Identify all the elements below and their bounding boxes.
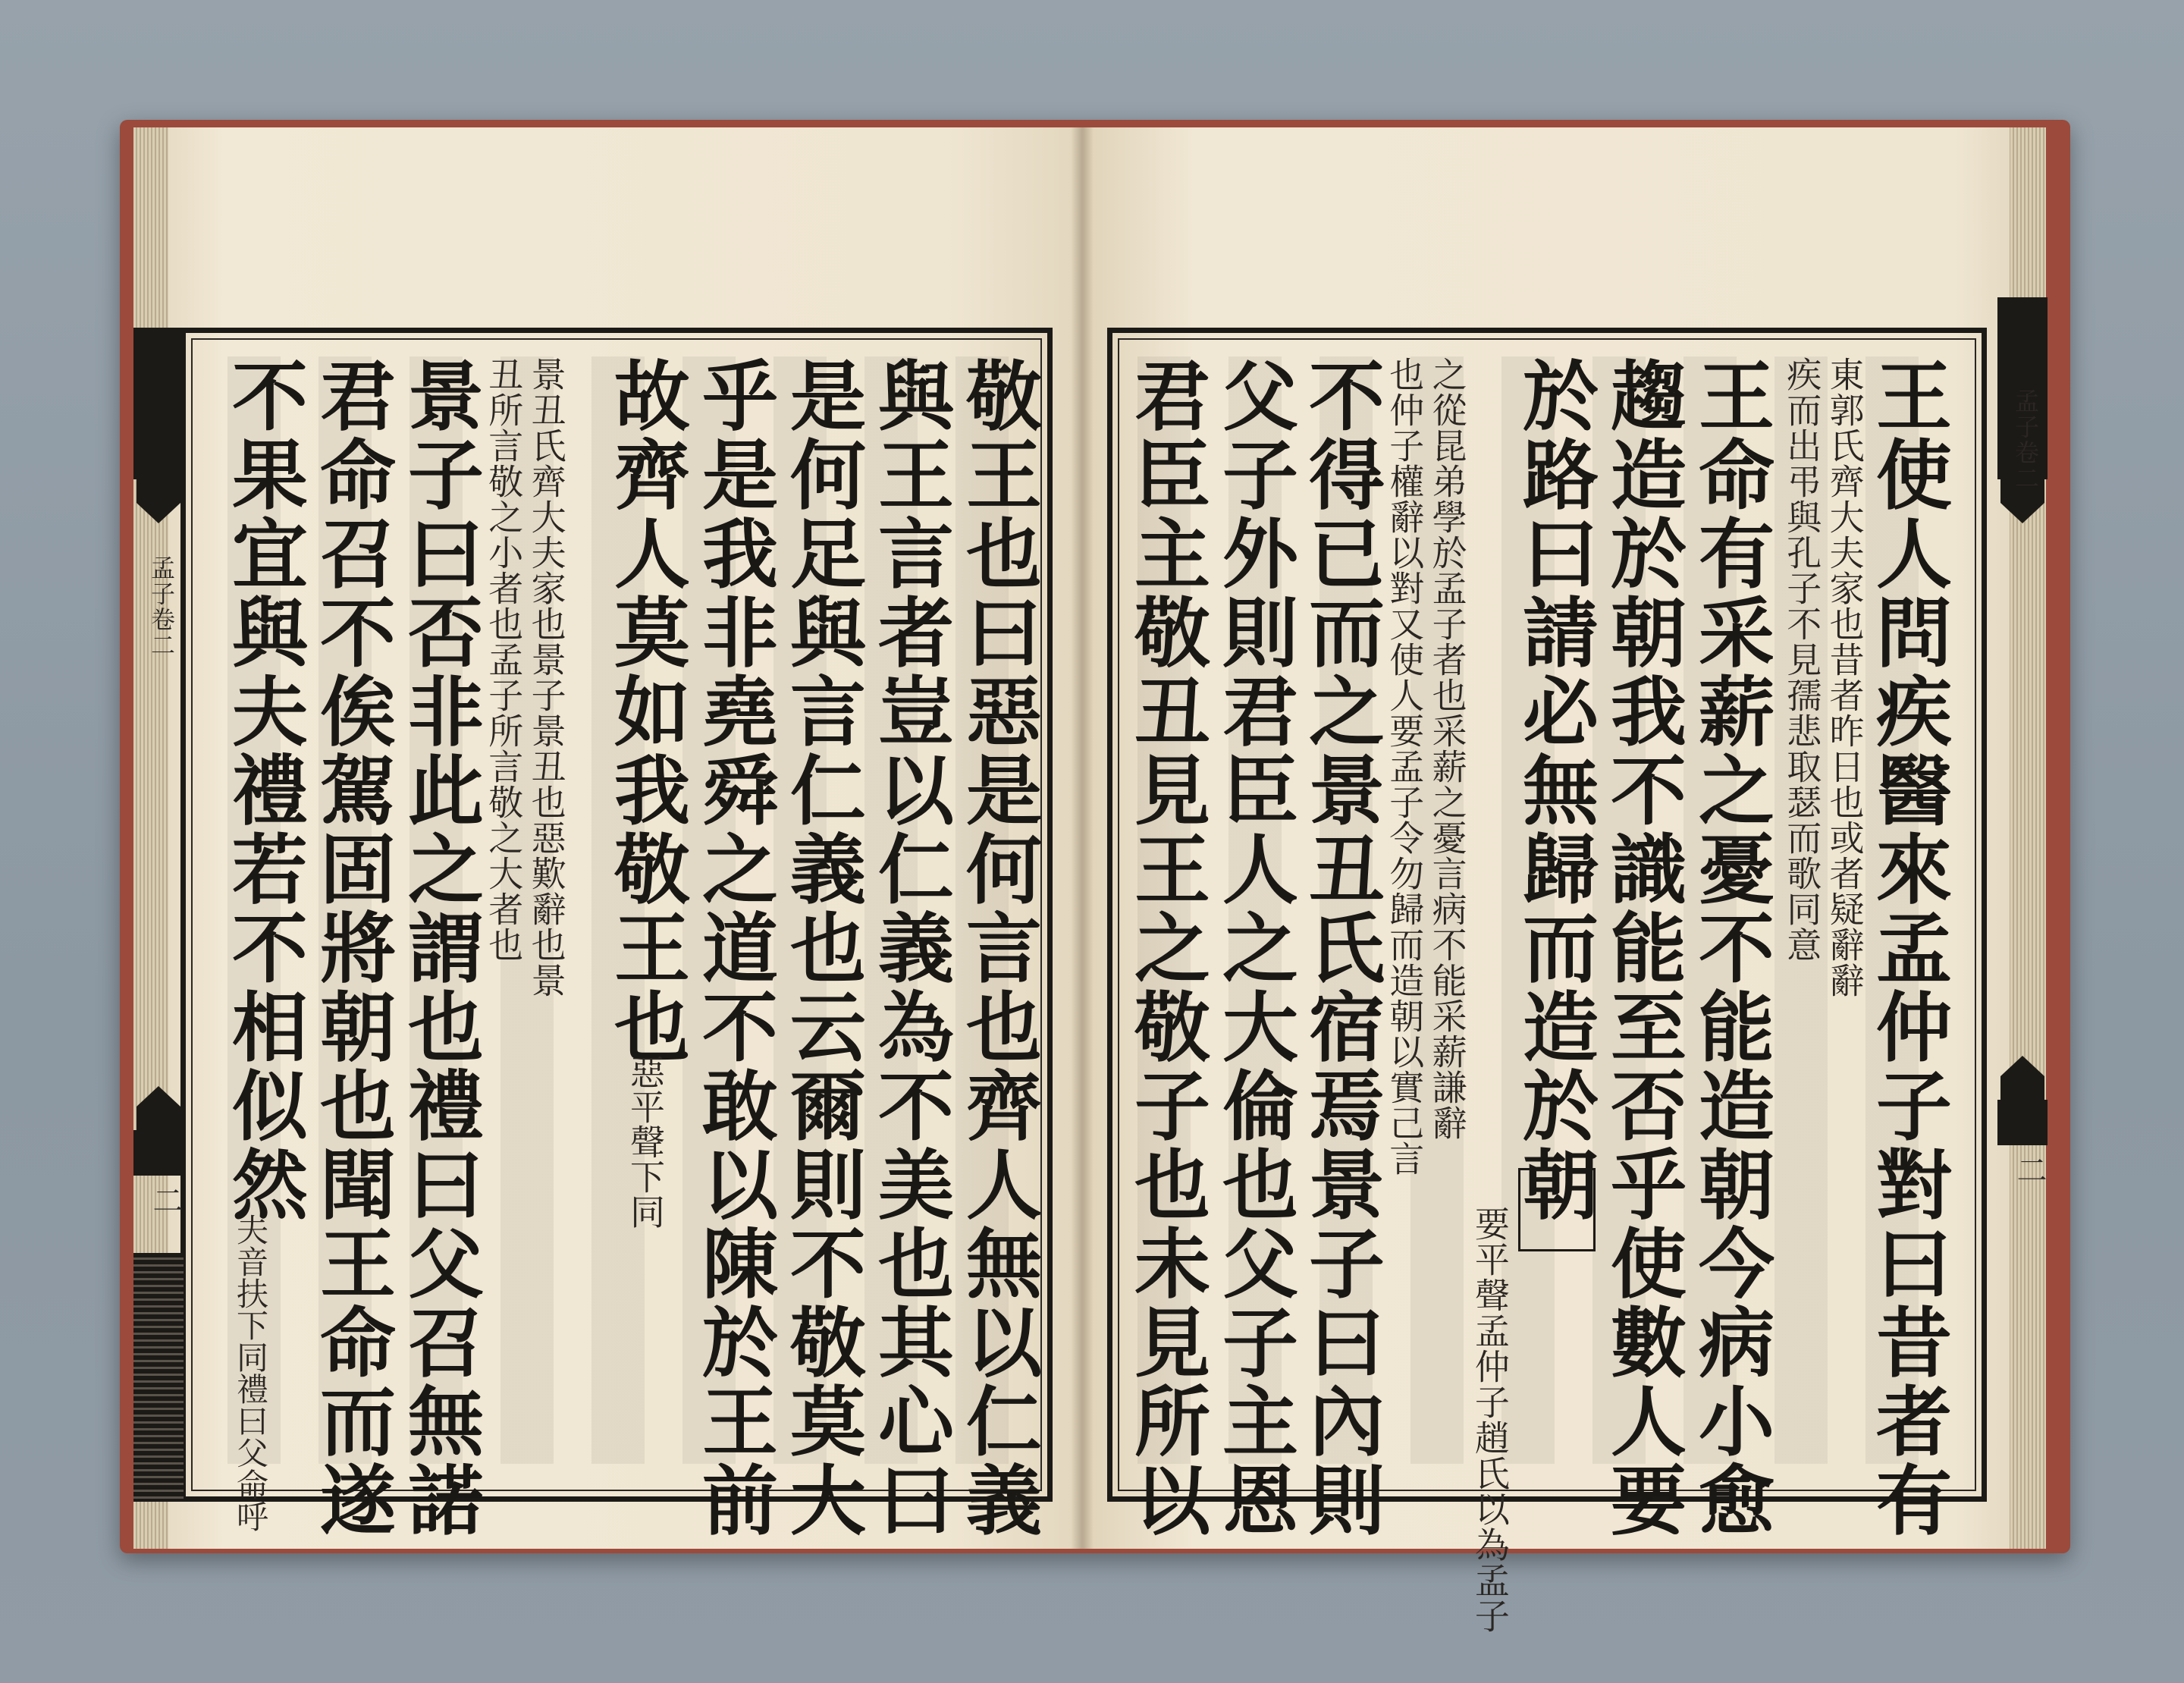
text-column-14: 君命召不俟駕固將朝也聞王命而遂 <box>307 356 397 1540</box>
commentary-column-2 <box>1384 356 1511 1634</box>
banshin-bar-bottom <box>133 1253 184 1502</box>
commentary-line: 東郭氏齊大夫家也昔者昨日也或者疑辭辭 <box>1824 356 1866 998</box>
text-column-13: 景子曰否非此之謂也禮曰父召無諾 <box>395 356 485 1540</box>
text-column-9: 與王言者豈以仁義為不美也其心曰 <box>865 356 955 1540</box>
text-column-12: 故齊人莫如我敬王也 <box>601 356 691 1066</box>
banshin-bar-mid <box>133 1130 184 1176</box>
section-bracket-mark <box>1518 1168 1596 1251</box>
pronunciation-note: 夫音扶下同禮曰父命呼 <box>232 1214 269 1532</box>
book-gutter <box>1071 127 1094 1549</box>
banshin-title: 孟子卷二 <box>2011 388 2040 491</box>
text-column-7: 君臣主敬丑見王之敬子也未見所以 <box>1122 356 1211 1540</box>
text-column-2: 王命有采薪之憂不能造朝今病小愈 <box>1686 356 1775 1540</box>
commentary-line: 疾而出弔與孔子不見孺悲取瑟而歌同意 <box>1781 356 1823 962</box>
text-column-6: 父子外則君臣人之大倫也父子主恩 <box>1210 356 1299 1540</box>
folio-number: 二 <box>148 1185 183 1217</box>
commentary-line: 也仲子權辭以對又使人要孟子令勿歸而造朝以實己言 <box>1384 356 1426 1176</box>
fish-tail-mark-top <box>136 478 180 523</box>
text-column-15: 不果宜與夫禮若不相似然 <box>219 356 309 1224</box>
banshin-title: 孟子卷二 <box>147 555 176 658</box>
fish-tail-mark-bottom <box>2000 1056 2044 1101</box>
fish-tail-mark-bottom <box>136 1086 180 1132</box>
banshin-bar-mid <box>1997 1100 2048 1145</box>
commentary-line: 景丑氏齊大夫家也景子景丑也惡歎辭也景 <box>526 356 567 998</box>
folio-number: 二 <box>2012 1154 2047 1186</box>
commentary-line: 丑所言敬之小者也孟子所言敬之大者也 <box>483 356 525 962</box>
text-column-3: 趨造於朝我不識能至否乎使數人要 <box>1598 356 1687 1540</box>
left-banshin <box>133 328 184 1502</box>
commentary-column-1 <box>1781 356 1866 998</box>
right-banshin <box>1997 328 2048 1502</box>
pronunciation-note: 惡平聲下同 <box>625 1054 666 1229</box>
commentary-line: 之從昆弟學於孟子者也采薪之憂言病不能采薪謙辭 <box>1426 356 1468 1141</box>
text-column-10: 是何足與言仁義也云爾則不敬莫大 <box>777 356 867 1540</box>
text-column-5: 不得已而之景丑氏宿焉景子曰內則 <box>1296 356 1385 1540</box>
commentary-line: 要平聲孟仲子趙氏以為孟子 <box>1469 1206 1511 1634</box>
text-column-4: 於路曰請必無歸而造於朝 <box>1510 356 1599 1224</box>
banshin-bar-top <box>133 328 184 479</box>
text-column-11: 乎是我非堯舜之道不敢以陳於王前 <box>689 356 779 1540</box>
text-column-8: 敬王也曰惡是何言也齊人無以仁義 <box>953 356 1043 1540</box>
commentary-column-3 <box>485 356 565 998</box>
text-column-1: 王使人問疾醫來孟仲子對曰昔者有 <box>1863 356 1953 1540</box>
